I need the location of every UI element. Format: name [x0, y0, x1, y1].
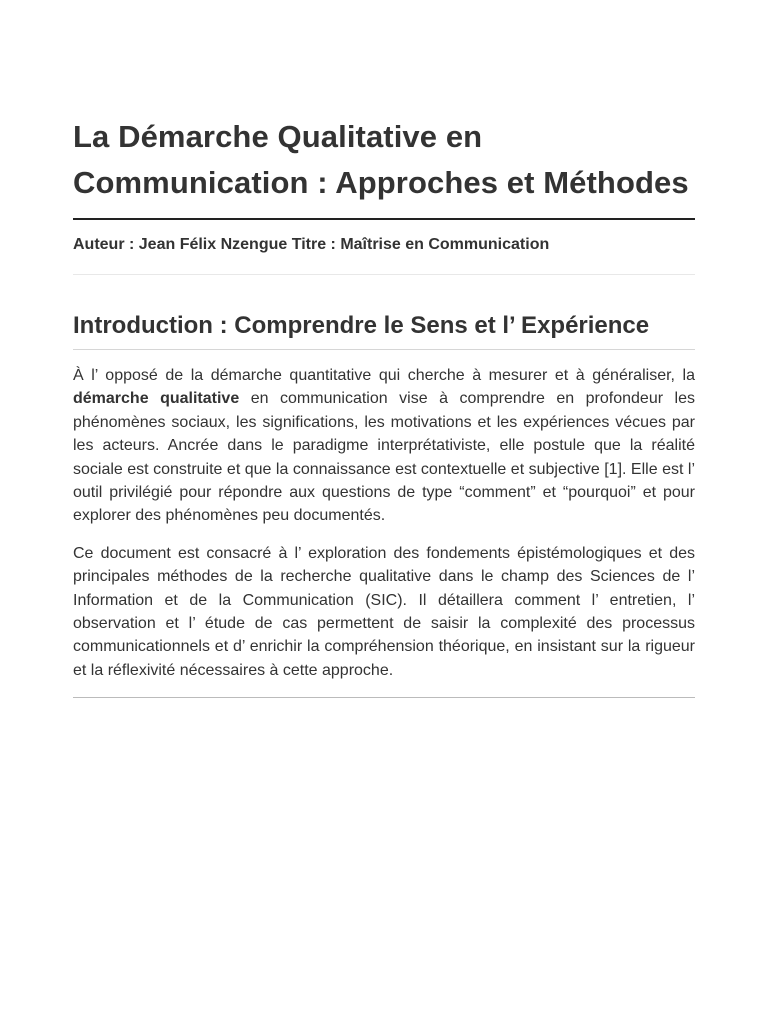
author-line: Auteur : Jean Félix Nzengue Titre : Maîtrise en Communication: [73, 236, 550, 253]
paragraph-1-text-end: en communication vise à comprendre en profondeur les phénomènes sociaux, les significations, les motivations et les expériences vécues par les acteurs. Ancrée dans le paradigme interprétativiste, elle postule que la réalité sociale est construite et que la connaissance est contextuelle et subjective [1]. Elle est l’ outil privilégié pour répondre aux questions de type “comment” et “pourquoi” et pour explorer des phénomènes peu documentés.: [73, 390, 696, 525]
paragraph-1-emphasis: démarche qualitative: [73, 390, 240, 408]
introduction-paragraph-2: Ce document est consacré à l’ exploration des fondements épistémologiques et des principales méthodes de la recherche qualitative dans le champ des Sciences de l’ Information et de la Communication (SIC). Il détaillera comment l’ entretien, l’ observation et l’ étude de cas permettent de saisir la complexité des processus communicationnels et d’ enrichir la compréhension théorique, en insistant sur la rigueur et la réflexivité nécessaires à cette approche.: [73, 544, 695, 679]
author-divider: [73, 274, 695, 275]
introduction-heading-divider: [73, 349, 695, 350]
paragraph-1-text-start: À l’ opposé de la démarche quantitative qui cherche à mesurer et à généraliser, la: [73, 367, 695, 384]
document-body: [73, 0, 695, 698]
introduction-heading: Introduction : Comprendre le Sens et l’ Expérience: [73, 312, 650, 339]
title-divider: [73, 218, 695, 220]
introduction-paragraph-1: [73, 364, 695, 528]
document-title: La Démarche Qualitative en Communication : Approches et Méthodes: [73, 119, 689, 200]
section-end-divider: [73, 697, 695, 698]
